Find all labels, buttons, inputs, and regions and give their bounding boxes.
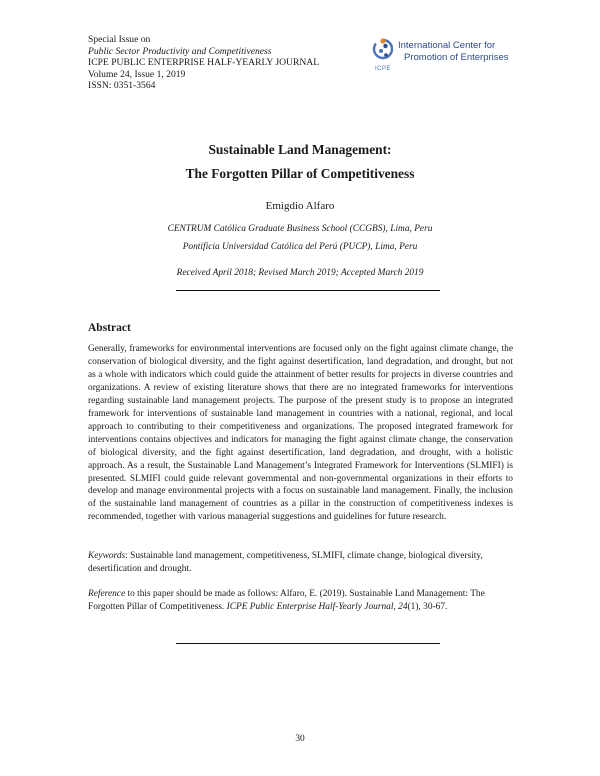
reference-journal: ICPE Public Enterprise Half-Yearly Journal, 24 — [226, 601, 408, 612]
received-dates: Received April 2018; Revised March 2019; Accepted March 2019 — [176, 268, 424, 278]
keywords-text: : Sustainable land management, competitiveness, SLMIFI, climate change, biological diversity, desertification and drought. — [88, 551, 483, 574]
logo-line-1: International Center for — [398, 40, 496, 51]
affiliation-2: Pontificia Universidad Católica del Perú (PUCP), Lima, Peru — [182, 242, 418, 252]
paper-title-line-1: Sustainable Land Management: — [208, 142, 392, 157]
abstract-body: Generally, frameworks for environmental interventions are focused only on the fight against climate change, the conservation of biological diversity, and the fight against desertification, land degradation, and drought, but not as a whole with indicators which could guide the attainment of better results for projects in diverse countries and organizations. A review of existing literature shows that there are no integrated frameworks for interventions regarding sustainable land management projects. The purpose of the present study is to propose an integrated framework for interventions of sustainable land management in countries with a national, regional, and local approach to contributing to their competitiveness and organizations. The proposed integrated framework for interventions contains objectives and indicators for managing the fight against climate change, the conservation of biological diversity, and the fight against desertification, land degradation, and drought, with a holistic approach. As a result, the Sustainable Land Management’s Integrated Framework for Interventions (SLMIFI) is presented. SLMIFI could guide relevant governmental and non-governmental organizations in their efforts to develop and manage environmental projects with a focus on sustainable land management. Finally, the inclusion of the sustainable land management of countries as a pillar in the construction of competitiveness indexes is recommended, together with various managerial suggestions and guidelines for future research. — [88, 344, 513, 523]
reference-issue-pages: (1), 30-67. — [407, 601, 448, 612]
keywords-paragraph — [88, 550, 513, 576]
icpe-emblem-icon — [372, 36, 398, 66]
keywords-label: Keywords — [88, 551, 126, 561]
volume-issue: Volume 24, Issue 1, 2019 — [88, 68, 186, 80]
icpe-logo-text — [398, 40, 509, 64]
affiliation-1: CENTRUM Católica Graduate Business School (CCGBS), Lima, Peru — [167, 224, 433, 234]
special-issue-title: Public Sector Productivity and Competitiveness — [88, 45, 272, 57]
divider-bottom — [176, 643, 440, 644]
paper-title-line-2: The Forgotten Pillar of Competitiveness — [185, 166, 415, 181]
page-number: 30 — [295, 734, 305, 744]
logo-line-2: Promotion of Enterprises — [404, 52, 509, 63]
journal-header — [88, 34, 319, 92]
reference-label: Reference — [88, 589, 126, 599]
icpe-logo — [370, 36, 520, 78]
journal-name: ICPE PUBLIC ENTERPRISE HALF-YEARLY JOURNAL — [88, 57, 320, 69]
divider-top — [176, 290, 440, 291]
author-name: Emigdio Alfaro — [265, 200, 335, 212]
abstract-heading: Abstract — [88, 322, 131, 334]
reference-text: to this paper should be made as follows: Alfaro, E. (2019). Sustainable Land Management: The Forgotten Pillar of Competitiveness. — [88, 589, 485, 612]
issn: ISSN: 0351-3564 — [88, 80, 156, 92]
reference-paragraph — [88, 588, 513, 614]
special-issue-label: Special Issue on — [88, 34, 151, 45]
logo-abbr: ICPE — [375, 66, 392, 72]
